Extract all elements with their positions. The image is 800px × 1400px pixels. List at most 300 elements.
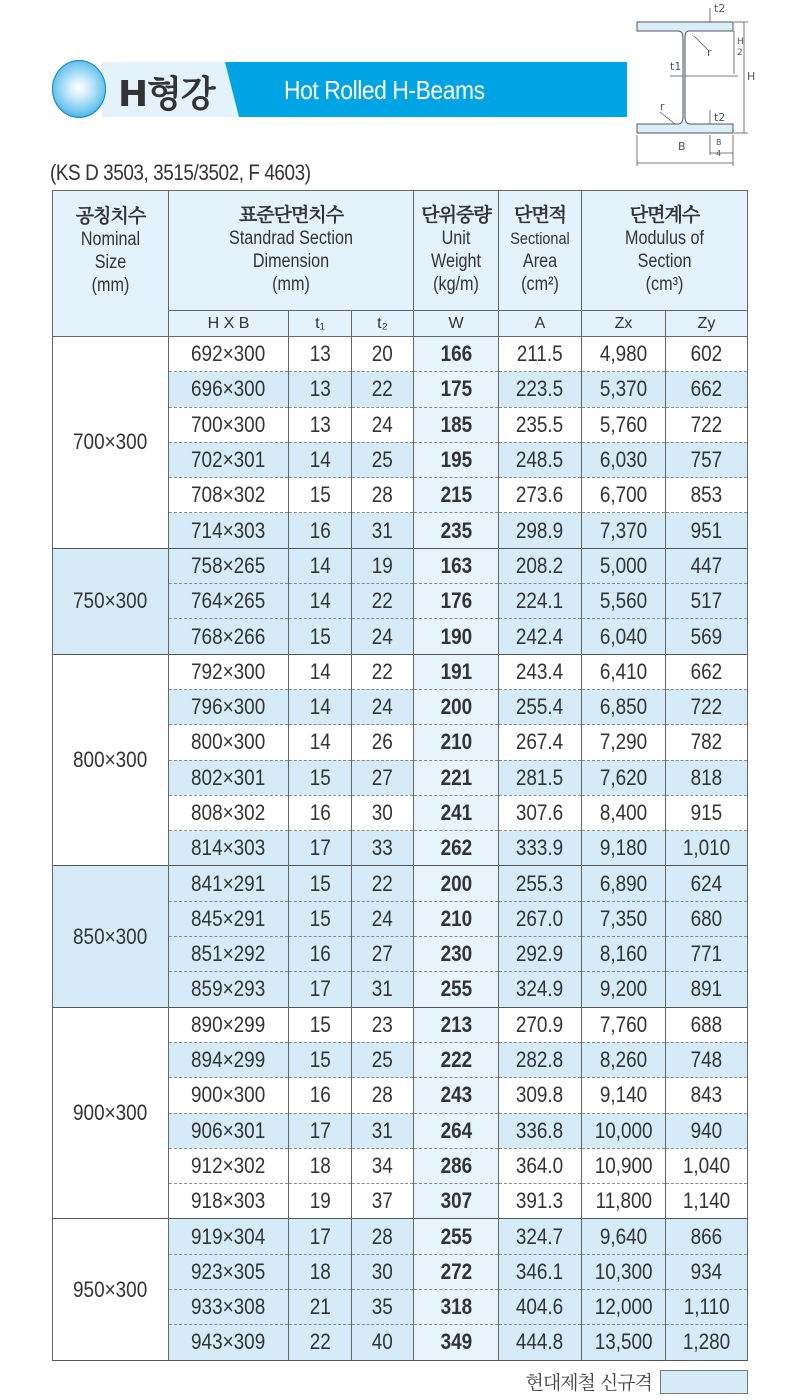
- cell-weight-text: 318: [440, 1294, 472, 1320]
- table-row: [53, 548, 748, 583]
- cell-t1-text: 17: [309, 1223, 331, 1249]
- cell-weight: [414, 901, 499, 936]
- subheader-zy: Zy: [666, 311, 748, 337]
- cell-zy: [666, 760, 748, 795]
- cell-zx-text: 9,640: [599, 1223, 648, 1249]
- cell-hxb-text: 764×265: [191, 588, 266, 614]
- cell-area-text: 267.4: [516, 729, 564, 755]
- cell-t2: [352, 584, 414, 619]
- cell-zy-text: 1,110: [683, 1294, 730, 1320]
- cell-zx: [582, 654, 666, 689]
- cell-area-text: 267.0: [516, 905, 564, 931]
- cell-t2-text: 20: [371, 341, 394, 367]
- cell-area-text: 364.0: [516, 1152, 564, 1178]
- sphere-bullet-icon: [52, 60, 106, 118]
- cell-zx-text: 9,140: [599, 1082, 648, 1108]
- cell-t1-text: 18: [309, 1258, 331, 1284]
- cell-zx: [582, 1254, 666, 1289]
- cell-hxb-text: 906×301: [191, 1117, 266, 1143]
- cell-t2-text: 24: [371, 694, 394, 720]
- cell-t1-text: 14: [309, 694, 331, 720]
- cell-zx: [582, 937, 666, 972]
- cell-t1: [289, 1184, 352, 1219]
- cell-zy: [666, 1219, 748, 1254]
- cell-hxb-text: 768×266: [191, 623, 266, 649]
- cell-hxb-text: 814×303: [191, 835, 266, 861]
- cell-area-text: 208.2: [516, 552, 564, 578]
- cell-t2: [352, 1184, 414, 1219]
- cell-area: [499, 972, 582, 1007]
- cell-weight: [414, 1078, 499, 1113]
- cell-weight: [414, 1325, 499, 1360]
- cell-weight-text: 163: [440, 552, 472, 578]
- cell-zy: [666, 795, 748, 830]
- nominal-size-text: 950×300: [73, 1276, 148, 1302]
- cell-zy: [666, 901, 748, 936]
- cell-weight: [414, 937, 499, 972]
- cell-zy: [666, 1148, 748, 1183]
- cell-nominal-size: [53, 866, 169, 1007]
- cell-area-text: 307.6: [516, 800, 564, 825]
- cell-zx-text: 7,370: [599, 517, 648, 543]
- diagram-label-t2-top: t2: [714, 2, 726, 15]
- cell-t2: [352, 1078, 414, 1113]
- cell-zx-text: 6,890: [599, 870, 648, 896]
- cell-zy-text: 517: [690, 588, 723, 614]
- cell-t2: [352, 901, 414, 936]
- cell-hxb-text: 700×300: [191, 411, 266, 437]
- cell-zy-text: 843: [690, 1082, 723, 1108]
- cell-t2: [352, 442, 414, 477]
- cell-zy: [666, 407, 748, 442]
- cell-zy-text: 569: [690, 623, 723, 649]
- cell-zy-text: 447: [690, 552, 723, 578]
- cell-zy-text: 1,040: [682, 1152, 731, 1178]
- cell-t1: [289, 548, 352, 583]
- cell-t1: [289, 478, 352, 513]
- cell-weight-text: 235: [440, 517, 472, 543]
- header-unit-weight: 단위중량 Unit Weight (kg/m): [414, 191, 499, 311]
- cell-t1-text: 14: [309, 447, 331, 473]
- cell-t2-text: 35: [371, 1294, 394, 1320]
- cell-weight-text: 200: [440, 870, 472, 896]
- cell-hxb: [169, 1113, 289, 1148]
- cell-zx-text: 6,700: [599, 482, 648, 508]
- subheader-t1: t₁: [289, 311, 352, 337]
- cell-t1-text: 14: [309, 729, 331, 755]
- cell-weight-text: 349: [440, 1329, 472, 1355]
- cell-t1: [289, 689, 352, 724]
- cell-zx-text: 10,300: [594, 1258, 653, 1284]
- cell-zx: [582, 831, 666, 866]
- cell-zx: [582, 1290, 666, 1325]
- cell-t1: [289, 1219, 352, 1254]
- cell-zy-text: 662: [690, 658, 723, 684]
- cell-zy-text: 818: [690, 764, 723, 790]
- cell-t1-text: 13: [309, 411, 331, 437]
- cell-hxb: [169, 619, 289, 654]
- cell-t2: [352, 513, 414, 548]
- cell-hxb-text: 800×300: [191, 729, 266, 755]
- cell-zx: [582, 337, 666, 372]
- cell-area-text: 336.8: [516, 1117, 564, 1143]
- cell-t2: [352, 654, 414, 689]
- cell-weight: [414, 1219, 499, 1254]
- cell-zy-text: 915: [690, 800, 723, 825]
- cell-t1: [289, 866, 352, 901]
- cell-weight-text: 262: [440, 835, 472, 861]
- cell-zx: [582, 513, 666, 548]
- cell-t2-text: 28: [371, 482, 394, 508]
- cell-area-text: 248.5: [516, 447, 564, 473]
- cell-hxb: [169, 1184, 289, 1219]
- cell-hxb: [169, 901, 289, 936]
- cell-weight: [414, 760, 499, 795]
- cell-weight-text: 166: [440, 341, 472, 367]
- cell-weight-text: 191: [440, 658, 472, 684]
- cell-area-text: 243.4: [516, 658, 564, 684]
- cell-area-text: 298.9: [516, 517, 564, 543]
- cell-hxb-text: 894×299: [191, 1047, 266, 1073]
- cell-zx: [582, 1219, 666, 1254]
- cell-weight-text: 264: [440, 1117, 472, 1143]
- cell-t2: [352, 372, 414, 407]
- cell-area: [499, 407, 582, 442]
- cell-area-text: 270.9: [516, 1011, 564, 1037]
- cell-zx-text: 7,290: [599, 729, 648, 755]
- cell-weight: [414, 337, 499, 372]
- cell-weight-text: 221: [440, 764, 472, 790]
- cell-hxb: [169, 831, 289, 866]
- cell-zx: [582, 725, 666, 760]
- cell-hxb: [169, 972, 289, 1007]
- cell-area-text: 255.3: [516, 870, 564, 896]
- cell-hxb: [169, 689, 289, 724]
- cell-t1: [289, 1007, 352, 1042]
- cell-zx: [582, 1078, 666, 1113]
- cell-t2: [352, 548, 414, 583]
- cell-zy: [666, 1290, 748, 1325]
- cell-weight: [414, 1113, 499, 1148]
- cell-zx-text: 6,030: [599, 447, 648, 473]
- cell-weight: [414, 654, 499, 689]
- cell-hxb-text: 890×299: [191, 1011, 266, 1037]
- cell-zy: [666, 442, 748, 477]
- cell-t2-text: 31: [371, 1117, 394, 1143]
- cell-zx: [582, 372, 666, 407]
- cell-t2: [352, 760, 414, 795]
- cell-area: [499, 548, 582, 583]
- cell-area-text: 333.9: [516, 835, 564, 861]
- cell-t2-text: 28: [371, 1082, 394, 1108]
- cell-zx-text: 12,000: [594, 1294, 653, 1320]
- cell-t1: [289, 795, 352, 830]
- cell-hxb: [169, 548, 289, 583]
- header-sectional-area: 단면적 Sectional Area (cm²): [499, 191, 582, 311]
- cell-zy-text: 722: [690, 411, 723, 437]
- cell-t2-text: 26: [371, 729, 394, 755]
- cell-weight: [414, 1184, 499, 1219]
- cell-zy-text: 757: [690, 447, 723, 473]
- cell-t1-text: 18: [309, 1152, 331, 1178]
- cell-t2-text: 33: [371, 835, 394, 861]
- cell-t1-text: 16: [309, 941, 331, 967]
- cell-area: [499, 795, 582, 830]
- cell-t1-text: 15: [309, 870, 331, 896]
- cell-zx-text: 9,200: [599, 976, 648, 1002]
- cell-t1: [289, 584, 352, 619]
- cell-hxb: [169, 1290, 289, 1325]
- cell-nominal-size: [53, 337, 169, 549]
- cell-weight-text: 230: [440, 941, 472, 967]
- cell-zy: [666, 937, 748, 972]
- cell-weight: [414, 866, 499, 901]
- cell-zy-text: 662: [690, 376, 723, 402]
- cell-hxb-text: 808×302: [191, 800, 266, 825]
- cell-weight: [414, 372, 499, 407]
- cell-zx-text: 8,400: [599, 800, 648, 825]
- cell-t2-text: 34: [371, 1152, 394, 1178]
- header-modulus-of-section: 단면계수 Modulus of Section (cm³): [582, 191, 748, 311]
- cell-weight-text: 243: [440, 1082, 472, 1108]
- cell-nominal-size: [53, 1219, 169, 1360]
- cell-area-text: 235.5: [516, 411, 564, 437]
- cell-zx: [582, 619, 666, 654]
- cell-t1: [289, 1078, 352, 1113]
- cell-hxb: [169, 478, 289, 513]
- cell-nominal-size: [53, 548, 169, 654]
- cell-t1: [289, 1290, 352, 1325]
- cell-zy-text: 951: [690, 517, 723, 543]
- cell-hxb: [169, 1325, 289, 1360]
- cell-zy-text: 748: [690, 1047, 723, 1073]
- cell-t1: [289, 725, 352, 760]
- cell-area: [499, 1254, 582, 1289]
- cell-t1: [289, 1113, 352, 1148]
- cell-t2: [352, 937, 414, 972]
- cell-weight-text: 241: [440, 800, 472, 825]
- cell-zx-text: 8,160: [599, 941, 648, 967]
- cell-t2-text: 30: [371, 1258, 394, 1284]
- cell-hxb-text: 796×300: [191, 694, 266, 720]
- cell-weight: [414, 407, 499, 442]
- cell-zy-text: 1,280: [682, 1329, 731, 1355]
- cell-zy-text: 722: [690, 694, 723, 720]
- cell-t2-text: 23: [371, 1011, 394, 1037]
- cell-weight-text: 255: [440, 976, 472, 1002]
- cell-t1-text: 15: [309, 905, 331, 931]
- cell-zy: [666, 831, 748, 866]
- cell-weight: [414, 513, 499, 548]
- diagram-label-r-top: r: [707, 46, 712, 59]
- cell-nominal-size: [53, 654, 169, 866]
- cell-weight: [414, 795, 499, 830]
- cell-hxb-text: 943×309: [191, 1329, 266, 1355]
- cell-weight-text: 176: [440, 588, 472, 614]
- title-english: Hot Rolled H-Beams: [284, 75, 485, 105]
- cell-t1-text: 14: [309, 658, 331, 684]
- cell-zy-text: 624: [690, 870, 723, 896]
- cell-area-text: 211.5: [517, 341, 563, 367]
- cell-t2: [352, 1219, 414, 1254]
- cell-t2-text: 27: [371, 941, 394, 967]
- cell-t1-text: 15: [309, 482, 331, 508]
- table-row: [53, 337, 748, 372]
- cell-weight-text: 200: [440, 694, 472, 720]
- nominal-size-text: 850×300: [73, 923, 148, 949]
- cell-weight-text: 185: [440, 411, 472, 437]
- cell-t2-text: 22: [371, 588, 394, 614]
- cell-t1-text: 16: [309, 1082, 331, 1108]
- cell-hxb: [169, 654, 289, 689]
- cell-zy: [666, 725, 748, 760]
- diagram-label-r-bottom: r: [660, 100, 665, 113]
- subheader-a: A: [499, 311, 582, 337]
- cell-zx: [582, 584, 666, 619]
- cell-hxb: [169, 1148, 289, 1183]
- cell-weight: [414, 972, 499, 1007]
- cell-zy: [666, 866, 748, 901]
- cell-t2-text: 27: [371, 764, 394, 790]
- cell-area: [499, 866, 582, 901]
- cell-t2-text: 31: [371, 517, 394, 543]
- cell-zy-text: 1,140: [682, 1188, 731, 1214]
- cell-t2: [352, 1148, 414, 1183]
- cell-hxb-text: 851×292: [191, 941, 266, 967]
- cell-zy: [666, 1113, 748, 1148]
- cell-area: [499, 1148, 582, 1183]
- cell-t2-text: 22: [371, 870, 394, 896]
- cell-hxb-text: 792×300: [191, 658, 266, 684]
- title-korean: H형강: [118, 74, 215, 115]
- cell-weight-text: 215: [440, 482, 472, 508]
- cell-hxb: [169, 1078, 289, 1113]
- cell-zy-text: 680: [690, 905, 723, 931]
- cell-t2: [352, 1254, 414, 1289]
- cell-hxb-text: 923×305: [191, 1258, 266, 1284]
- diagram-label-b4-den: 4: [716, 149, 722, 158]
- cell-hxb-text: 912×302: [191, 1152, 266, 1178]
- cell-t1: [289, 831, 352, 866]
- cell-zx: [582, 689, 666, 724]
- cell-t1-text: 14: [309, 588, 331, 614]
- cell-hxb-text: 708×302: [191, 482, 266, 508]
- cell-t1: [289, 654, 352, 689]
- cell-t1: [289, 1254, 352, 1289]
- cell-zx-text: 7,350: [599, 905, 648, 931]
- cell-zx: [582, 972, 666, 1007]
- cell-zy: [666, 1184, 748, 1219]
- cell-area: [499, 372, 582, 407]
- subheader-t2: t₂: [352, 311, 414, 337]
- cell-area-text: 255.4: [516, 694, 564, 720]
- cell-zx: [582, 901, 666, 936]
- nominal-size-text: 750×300: [73, 588, 148, 614]
- cell-area: [499, 1113, 582, 1148]
- cell-area-text: 282.8: [516, 1047, 564, 1073]
- diagram-label-b4-num: B: [716, 138, 722, 147]
- cell-t2: [352, 1007, 414, 1042]
- cell-zy: [666, 1042, 748, 1077]
- cell-t1: [289, 619, 352, 654]
- cell-weight: [414, 584, 499, 619]
- cell-zy-text: 934: [690, 1258, 723, 1284]
- cell-t1: [289, 442, 352, 477]
- table-row: [53, 866, 748, 901]
- cell-zx-text: 6,410: [599, 658, 648, 684]
- cell-hxb: [169, 442, 289, 477]
- cell-area: [499, 1007, 582, 1042]
- cell-zy-text: 771: [690, 941, 723, 967]
- cell-area: [499, 760, 582, 795]
- cell-t2-text: 28: [371, 1223, 394, 1249]
- cell-zy: [666, 584, 748, 619]
- cell-t1: [289, 1325, 352, 1360]
- nominal-size-text: 700×300: [73, 429, 148, 455]
- cell-t1: [289, 1148, 352, 1183]
- cell-t2-text: 40: [371, 1329, 394, 1355]
- legend-label: 현대제철 신규격: [525, 1372, 652, 1394]
- cell-zx-text: 6,850: [599, 694, 648, 720]
- cell-hxb-text: 918×303: [191, 1188, 266, 1214]
- cell-t1-text: 13: [309, 376, 331, 402]
- h-beam-spec-table: [52, 190, 748, 1361]
- cell-t2: [352, 972, 414, 1007]
- diagram-label-t2-bottom: t2: [714, 111, 726, 124]
- cell-area: [499, 1042, 582, 1077]
- cell-hxb: [169, 337, 289, 372]
- cell-hxb-text: 933×308: [191, 1294, 266, 1320]
- cell-weight-text: 286: [440, 1152, 472, 1178]
- cell-zy: [666, 1007, 748, 1042]
- cell-area-text: 223.5: [516, 376, 564, 402]
- h-beam-section-diagram: [630, 0, 770, 170]
- cell-zx: [582, 866, 666, 901]
- cell-area-text: 242.4: [516, 623, 564, 649]
- cell-hxb: [169, 584, 289, 619]
- cell-hxb: [169, 372, 289, 407]
- cell-t1: [289, 972, 352, 1007]
- cell-zx: [582, 795, 666, 830]
- cell-zy-text: 891: [690, 976, 723, 1002]
- cell-zx: [582, 1113, 666, 1148]
- table-row: [53, 1007, 748, 1042]
- cell-area-text: 324.7: [516, 1223, 564, 1249]
- cell-zy: [666, 619, 748, 654]
- cell-area: [499, 1325, 582, 1360]
- cell-area: [499, 584, 582, 619]
- cell-t2: [352, 1042, 414, 1077]
- cell-area: [499, 1078, 582, 1113]
- cell-hxb: [169, 1219, 289, 1254]
- cell-weight: [414, 725, 499, 760]
- cell-zx-text: 13,500: [594, 1329, 653, 1355]
- cell-t2: [352, 478, 414, 513]
- cell-zy: [666, 1078, 748, 1113]
- cell-t2-text: 22: [371, 658, 394, 684]
- cell-t1-text: 17: [309, 976, 331, 1002]
- cell-zx: [582, 407, 666, 442]
- cell-t1-text: 15: [309, 1011, 331, 1037]
- cell-zy: [666, 1254, 748, 1289]
- cell-t1: [289, 937, 352, 972]
- cell-hxb: [169, 937, 289, 972]
- cell-t2: [352, 795, 414, 830]
- cell-zy-text: 602: [690, 341, 723, 367]
- cell-t1: [289, 407, 352, 442]
- cell-t2-text: 25: [371, 1047, 394, 1073]
- cell-t1-text: 16: [309, 800, 331, 825]
